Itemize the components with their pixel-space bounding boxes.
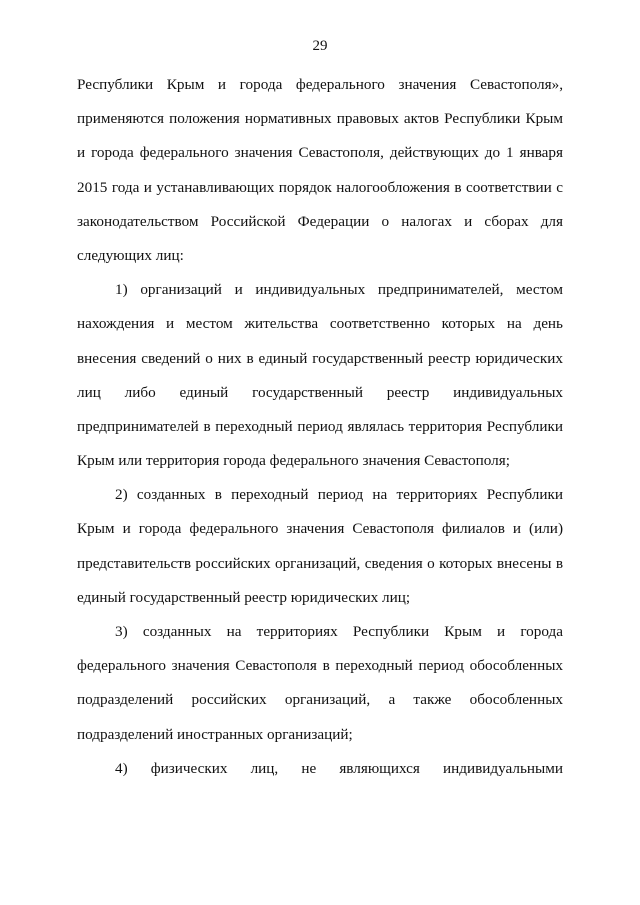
- page-number: 29: [312, 38, 328, 54]
- text-line: 3) созданных на территориях Республики Крым и города: [115, 623, 563, 640]
- list-item-4: [77, 752, 563, 786]
- list-item-2: [77, 478, 563, 615]
- text-line: 1) организаций и индивидуальных предпринимателей, местом: [115, 281, 563, 299]
- text-line: внесения сведений о них в единый государственный реестр юридических: [77, 349, 563, 367]
- list-item-1: [77, 273, 563, 478]
- text-line: лиц либо единый государственный реестр индивидуальных: [77, 383, 563, 401]
- text-line: Республики Крым и города федерального значения Севастополя»,: [77, 76, 563, 93]
- text-line: и города федерального значения Севастополя, действующих до 1 января: [77, 144, 563, 162]
- text-line: законодательством Российской Федерации о налогах и сборах для: [77, 212, 563, 230]
- text-line: подразделений российских организаций, а также обособленных: [77, 691, 563, 709]
- text-line: федерального значения Севастополя в переходный период обособленных: [77, 657, 563, 675]
- text-line: 4) физических лиц, не являющихся индивидуальными: [115, 759, 563, 777]
- text-line: следующих лиц:: [77, 246, 184, 264]
- text-line: нахождения и местом жительства соответственно которых на день: [77, 315, 563, 333]
- text-line: предпринимателей в переходный период являлась территория Республики: [77, 417, 563, 435]
- paragraph-intro: [77, 68, 563, 273]
- text-line: подразделений иностранных организаций;: [77, 725, 353, 743]
- text-line: единый государственный реестр юридических лиц;: [77, 588, 411, 606]
- text-line: представительств российских организаций, сведения о которых внесены в: [77, 554, 563, 572]
- text-line: Крым или территория города федерального значения Севастополя;: [77, 452, 510, 470]
- text-line: 2015 года и устанавливающих порядок налогообложения в соответствии с: [77, 178, 563, 196]
- document-body: [77, 68, 563, 786]
- text-line: 2) созданных в переходный период на территориях Республики: [115, 486, 563, 504]
- text-line: Крым и города федерального значения Севастополя филиалов и (или): [77, 520, 563, 538]
- text-line: применяются положения нормативных правовых актов Республики Крым: [77, 110, 563, 128]
- list-item-3: [77, 615, 563, 752]
